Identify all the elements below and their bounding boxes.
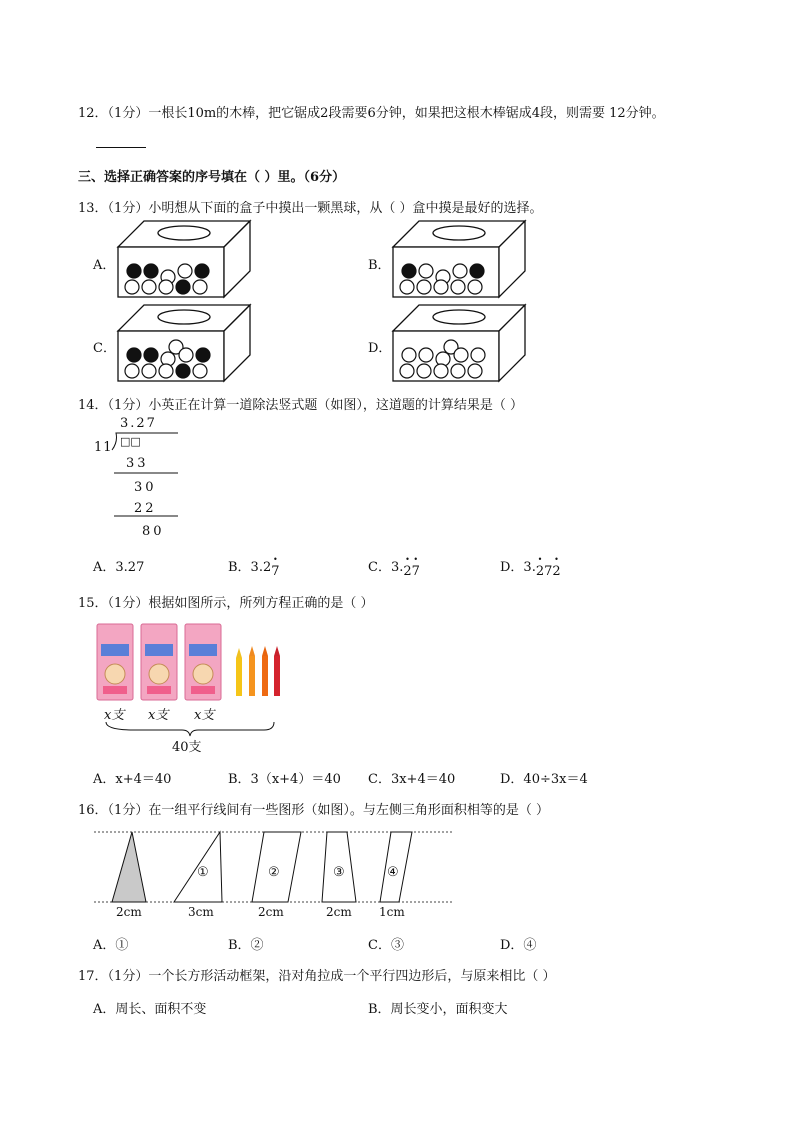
ball-box-b (389, 219, 529, 301)
division-row-3: 22 (134, 501, 157, 516)
option-14-d-repeat-digit-3: 2 • (552, 564, 560, 579)
width-label-2: 2cm (258, 905, 284, 919)
question-14-text: 14．（1分）小英正在计算一道除法竖式题（如图），这道题的计算结果是（ ） (78, 398, 523, 413)
shape-3-mark: ③ (333, 865, 345, 880)
option-14-d[interactable] (500, 556, 561, 579)
option-17-b[interactable]: B．周长变小，面积变大 (368, 1002, 508, 1017)
ball-box-c (114, 303, 254, 385)
crayon-box-icon (97, 624, 133, 700)
long-division-figure (92, 416, 182, 541)
shape-4-mark: ④ (387, 865, 399, 880)
width-label-1: 3cm (188, 905, 214, 919)
option-17-a[interactable]: A．周长、面积不变 (93, 1002, 207, 1017)
section-3-title: 三、选择正确答案的序号填在（ ）里。（6分） (78, 170, 346, 185)
division-divisor: 11 (94, 440, 113, 455)
option-16-c[interactable]: C．③ (368, 938, 404, 953)
option-16-a[interactable]: A．① (93, 938, 129, 953)
ball-box-d (389, 303, 529, 385)
division-bracket-lines (92, 416, 182, 541)
option-15-a[interactable]: A．x+4＝40 (93, 772, 172, 787)
option-16-d[interactable]: D．④ (500, 938, 537, 953)
option-14-a[interactable]: A．3.27 (93, 560, 145, 575)
width-label-4: 1cm (379, 905, 405, 919)
option-14-b-prefix: B．3.2 (228, 560, 272, 575)
shape-2-mark: ② (268, 865, 280, 880)
option-14-d-digit-2: 7 (544, 564, 553, 579)
division-row-4: 80 (142, 524, 165, 539)
option-15-c[interactable]: C．3x+4＝40 (368, 772, 456, 787)
question-17-text: 17．（1分）一个长方形活动框架，沿对角拉成一个平行四边形后，与原来相比（ ） (78, 969, 556, 984)
box-label-3: x支 (194, 708, 215, 723)
division-row-2: 30 (134, 480, 157, 495)
crayon-boxes-drawing (94, 622, 284, 752)
parallel-lines-figure (94, 826, 454, 921)
shaded-triangle (112, 832, 146, 902)
option-16-b[interactable]: B．② (228, 938, 264, 953)
option-14-c-repeat-digit-2: 7 • (412, 564, 420, 579)
width-label-3: 2cm (326, 905, 352, 919)
ball-box-a (114, 219, 254, 301)
division-row-1: 33 (126, 456, 149, 471)
option-14-c-repeat-digit-1: 2 • (403, 564, 411, 579)
answer-blank-12[interactable] (96, 147, 146, 148)
total-label: 40支 (172, 740, 202, 755)
shape-1-mark: ① (197, 865, 209, 880)
option-15-d[interactable]: D．40÷3x＝4 (500, 772, 588, 787)
question-15-text: 15．（1分）根据如图所示，所列方程正确的是（ ） (78, 596, 374, 611)
division-quotient: 3.27 (120, 416, 157, 431)
question-16-text: 16．（1分）在一组平行线间有一些图形（如图）。与左侧三角形面积相等的是（ ） (78, 803, 549, 818)
crayon-figure (94, 622, 284, 755)
question-13-text: 13．（1分）小明想从下面的盒子中摸出一颗黑球，从（ ）盒中摸是最好的选择。 (78, 201, 543, 216)
option-14-b-repeat-digit: 7 • (271, 564, 279, 579)
option-13-d-label[interactable]: D． (368, 341, 392, 356)
option-13-c-label[interactable]: C． (93, 341, 116, 356)
option-15-b[interactable]: B．3（x+4）＝40 (228, 772, 341, 787)
option-14-c[interactable] (368, 556, 420, 579)
option-14-b[interactable] (228, 556, 280, 579)
box-label-1: x支 (104, 708, 125, 723)
option-14-d-prefix: D．3. (500, 560, 536, 575)
question-12-text: 12．（1分）一根长10m的木棒，把它锯成2段需要6分钟，如果把这根木棒锯成4段，则需要 12分钟。 (78, 106, 665, 121)
width-label-triangle: 2cm (116, 905, 142, 919)
box-label-2: x支 (148, 708, 169, 723)
option-13-a-label[interactable]: A． (93, 258, 116, 273)
option-14-c-prefix: C．3. (368, 560, 404, 575)
division-dividend: □□ (120, 435, 141, 448)
option-13-b-label[interactable]: B． (368, 258, 391, 273)
option-14-d-repeat-digit-1: 2 • (536, 564, 544, 579)
